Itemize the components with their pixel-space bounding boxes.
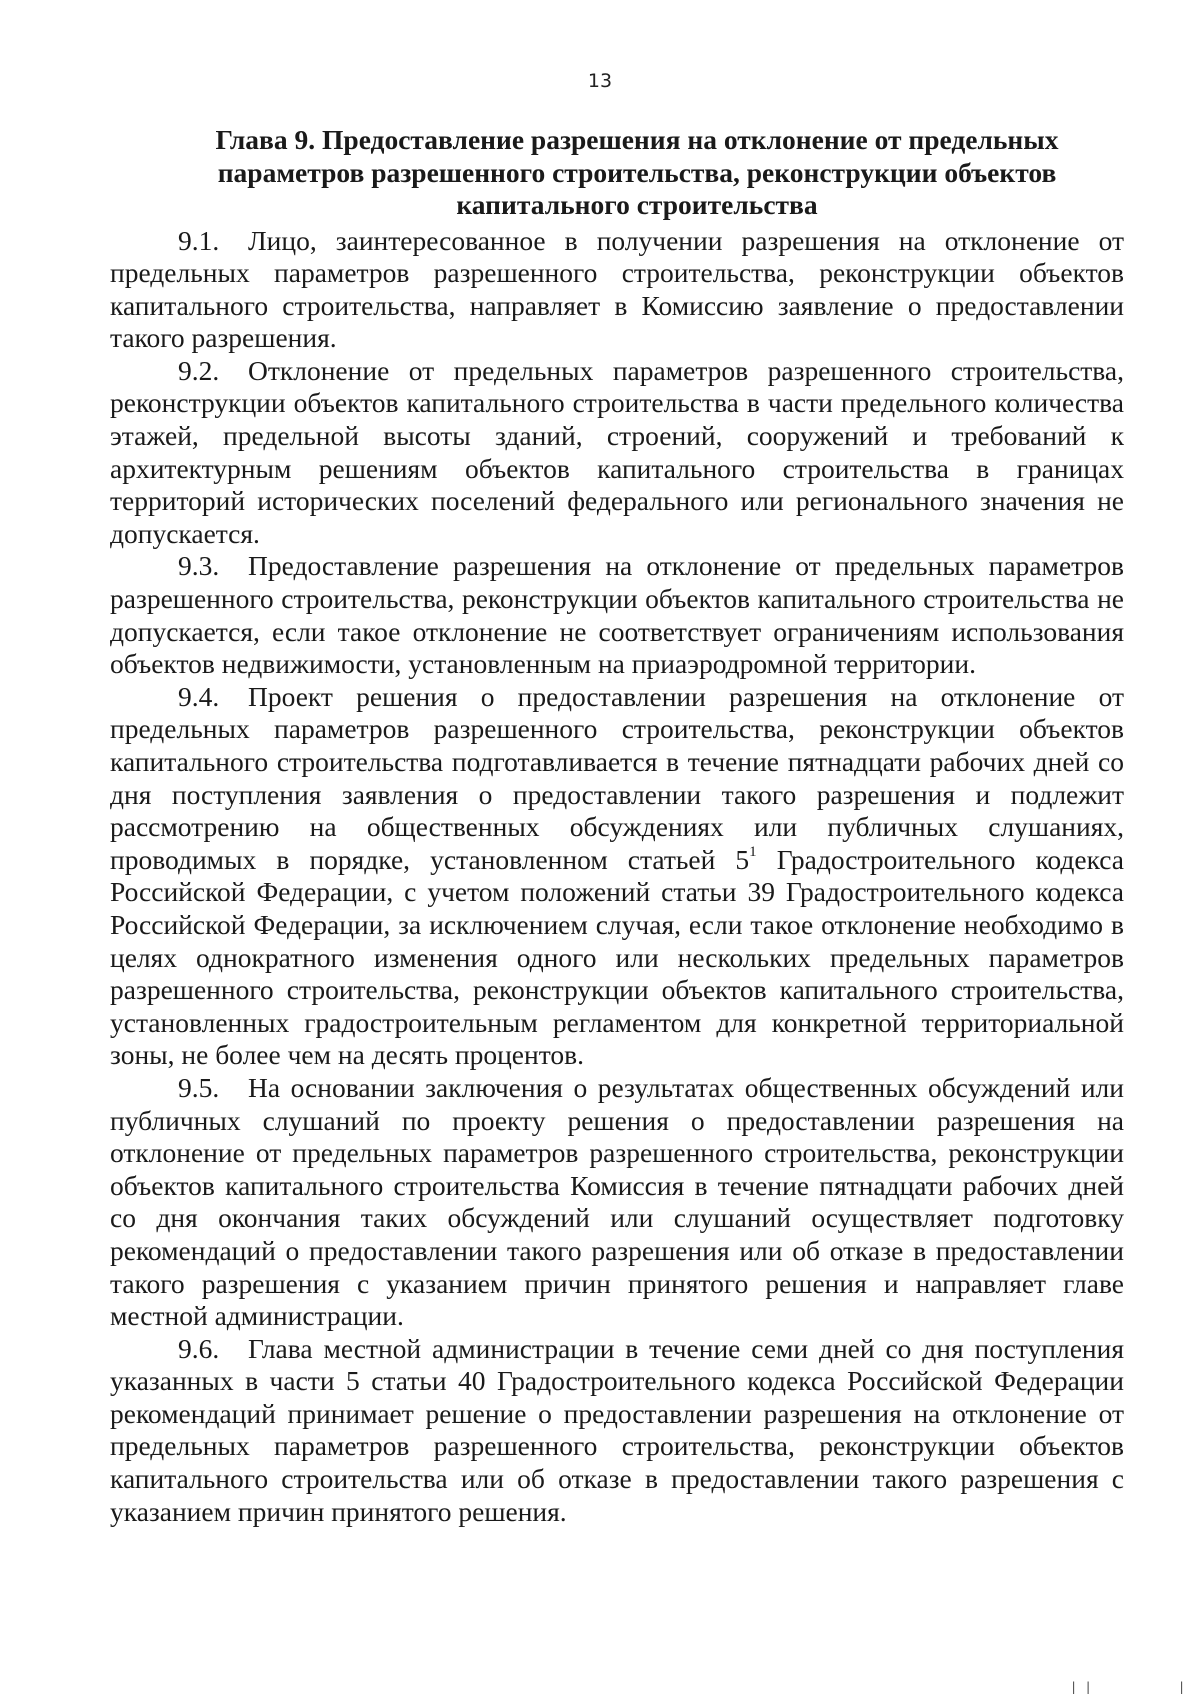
clause-9-5	[110, 1072, 1124, 1333]
clause-text: Лицо, заинтересованное в получении разрешения на отклонение от предельных параметров разрешенного строительства, реконструкции объектов капитального строительства, направляет в Комиссию заявление о предоставлении такого разрешения.	[110, 224, 1124, 354]
clause-number: 9.1.	[178, 224, 220, 256]
clause-text-part-2: Градостроительного кодекса Российской Федерации, с учетом положений статьи 39 Градостроительного кодекса Российской Федерации, за исключением случая, если такое отклонение необходимо в целях однократного изменения одного или нескольких предельных параметров разрешенного строительства, реконструкции объектов капитального строительства, установленных градостроительным регламентом для конкретной территориальной зоны, не более чем на десять процентов.	[110, 843, 1124, 1071]
clause-9-4	[110, 681, 1124, 1072]
clause-text: Предоставление разрешения на отклонение от предельных параметров разрешенного строительства, реконструкции объектов капитального строительства не допускается, если такое отклонение не соответствует ограничениям использования объектов недвижимости, установленным на приаэродромной территории.	[110, 550, 1124, 680]
page-number: 13	[587, 70, 613, 92]
clause-number: 9.2.	[178, 354, 220, 386]
article-superscript: 1	[749, 843, 757, 860]
clause-9-3	[110, 550, 1124, 680]
clause-9-1	[110, 225, 1124, 355]
clause-text: Отклонение от предельных параметров разрешенного строительства, реконструкции объектов капитального строительства в части предельного количества этажей, предельной высоты зданий, строений, сооружений и требований к архитектурным решениям объектов капитального строительства в границах территорий исторических поселений федерального или регионального значения не допускается.	[110, 354, 1124, 549]
clause-9-6	[110, 1333, 1124, 1529]
clause-number: 9.3.	[178, 550, 220, 582]
clause-text-part-1: Проект решения о предоставлении разрешения на отклонение от предельных параметров разрешенного строительства, реконструкции объектов капитального строительства подготавливается в течение пятнадцати рабочих дней со дня поступления заявления о предоставлении такого разрешения и подлежит рассмотрению на общественных обсуждениях или публичных слушаниях, проводимых в порядке, установленном статьей 5	[110, 680, 1124, 875]
clause-number: 9.5.	[178, 1071, 220, 1103]
clause-text: Глава местной администрации в течение семи дней со дня поступления указанных в части 5 статьи 40 Градостроительного кодекса Российской Федерации рекомендаций принимает решение о предоставлении разрешения на отклонение от предельных параметров разрешенного строительства, реконструкции объектов капитального строительства или об отказе в предоставлении такого разрешения с указанием причин принятого решения.	[110, 1332, 1124, 1527]
clause-number: 9.4.	[178, 680, 220, 712]
chapter-title: Глава 9. Предоставление разрешения на отклонение от предельных параметров разрешенного строительства, реконструкции объектов капитального строительства	[215, 124, 1059, 220]
clause-number: 9.6.	[178, 1332, 220, 1364]
document-body	[110, 124, 1124, 1528]
scan-mark-right: |	[1178, 1680, 1186, 1694]
scan-mark-left: | |	[1070, 1680, 1092, 1694]
clause-text: На основании заключения о результатах общественных обсуждений или публичных слушаний по проекту решения о предоставлении разрешения на отклонение от предельных параметров разрешенного строительства, реконструкции объектов капитального строительства Комиссия в течение пятнадцати рабочих дней со дня окончания таких обсуждений или слушаний осуществляет подготовку рекомендаций о предоставлении такого разрешения или об отказе в предоставлении такого разрешения с указанием причин принятого решения и направляет главе местной администрации.	[110, 1071, 1124, 1332]
clause-9-2	[110, 355, 1124, 551]
